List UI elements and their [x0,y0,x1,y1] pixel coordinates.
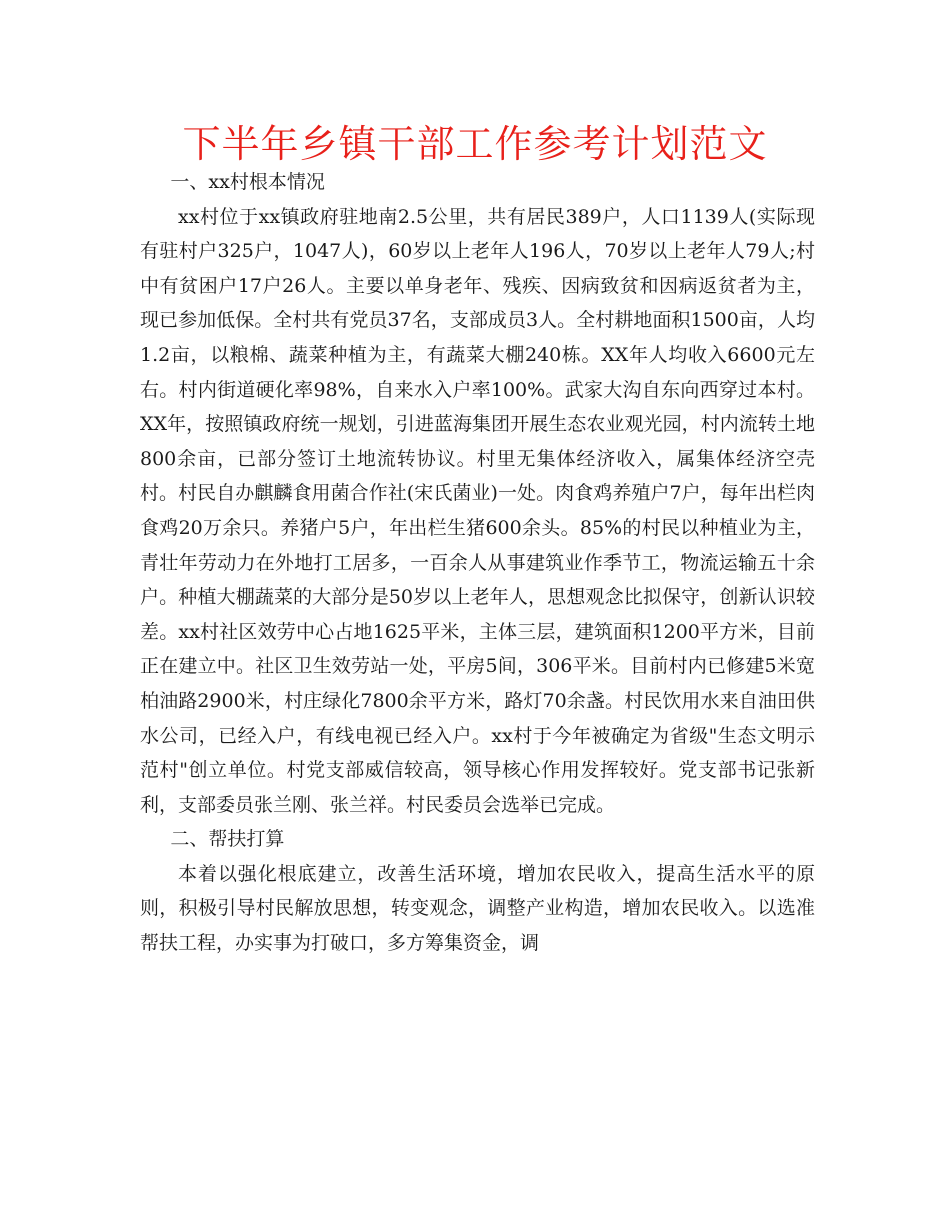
section-1-heading: 一、xx村根本情况 [170,171,325,193]
document-title: 下半年乡镇干部工作参考计划范文 [182,122,768,166]
section-2-heading: 二、帮扶打算 [170,828,285,851]
section-2-paragraph: 本着以强化根底建立，改善生活环境，增加农民收入，提高生活水平的原则，积极引导村民解放思想，转变观念，调整产业构造，增加农民收入。以选准帮扶工程，办实事为打破口，多方筹集资金，调 [140,862,815,955]
section-1-paragraph: xx村位于xx镇政府驻地南2.5公里，共有居民389户，人口1139人(实际现有驻村户325户，1047人)，60岁以上老年人196人，70岁以上老年人79人;村中有贫困户17户26人。主要以单身老年、残疾、因病致贫和因病返贫者为主，现已参加低保。全村共有党员37名，支部成员3人。全村耕地面积1500亩，人均1.2亩，以粮棉、蔬菜种植为主，有蔬菜大棚240栋。XX年人均收入6600元左右。村内街道硬化率98%，自来水入户率100%。武家大沟自东向西穿过本村。XX年，按照镇政府统一规划，引进蓝海集团开展生态农业观光园，村内流转土地800余亩，已部分签订土地流转协议。村里无集体经济收入，属集体经济空壳村。村民自办麒麟食用菌合作社(宋氏菌业)一处。肉食鸡养殖户7户，每年出栏肉食鸡20万余只。养猪户5户，年出栏生猪600余头。85%的村民以种植业为主，青壮年劳动力在外地打工居多，一百余人从事建筑业作季节工，物流运输五十余户。种植大棚蔬菜的大部分是50岁以上老年人，思想观念比拟保守，创新认识较差。xx村社区效劳中心占地1625平米，主体三层，建筑面积1200平方米，目前正在建立中。社区卫生效劳站一处，平房5间，306平米。目前村内已修建5米宽柏油路2900米，村庄绿化7800余平方米，路灯70余盏。村民饮用水来自油田供水公司，已经入户，有线电视已经入户。xx村于今年被确定为省级"生态文明示范村"创立单位。村党支部威信较高，领导核心作用发挥较好。党支部书记张新利，支部委员张兰刚、张兰祥。村民委员会选举已完成。 [140,205,815,816]
document-body [140,165,815,961]
